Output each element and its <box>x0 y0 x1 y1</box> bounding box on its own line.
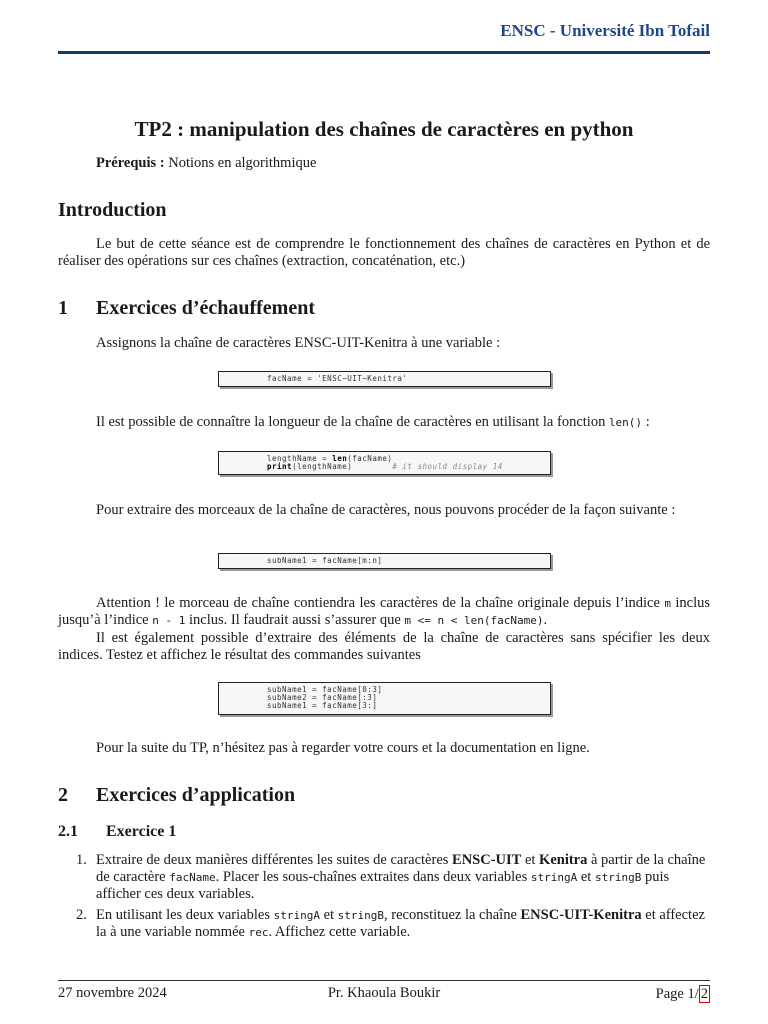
code-keyword: print <box>267 462 293 472</box>
code-line: facName = 'ENSC−UIT−Kenitra' <box>267 374 408 383</box>
paragraph-assign: Assignons la chaîne de caractères ENSC-UIT-Kenitra à une variable : <box>96 335 501 351</box>
intro-heading: Introduction <box>58 199 167 221</box>
list-number: 2. <box>76 907 87 923</box>
footer-date: 27 novembre 2024 <box>58 985 167 1001</box>
inline-code-m: m <box>664 597 671 610</box>
code-block-assign <box>218 371 551 387</box>
prereq-label: Prérequis : <box>96 155 165 171</box>
inline-code: stringB <box>594 871 642 884</box>
code-line: subName1 = facName[3:] <box>267 701 378 711</box>
inline-code: rec <box>248 926 269 939</box>
inline-code: stringA <box>530 871 578 884</box>
section-1-heading <box>58 297 315 320</box>
paragraph-extract: Pour extraire des morceaux de la chaîne de caractères, nous pouvons procéder de la façon suivante : <box>96 502 676 518</box>
code-block-slice <box>218 553 551 569</box>
paragraph-len <box>96 414 710 431</box>
inline-code: facName <box>169 871 216 884</box>
section-2-number: 2 <box>58 784 68 806</box>
header-title: ENSC - Université Ibn Tofail <box>500 21 710 40</box>
section-1-number: 1 <box>58 297 68 319</box>
page-label: Page 1/ <box>655 986 699 1002</box>
list-item <box>72 907 710 941</box>
item-text: et <box>580 869 592 885</box>
code-line: subName1 = facName[m:n] <box>267 556 383 565</box>
code-line <box>267 463 550 471</box>
intro-paragraph: Le but de cette séance est de comprendre le fonctionnement des chaînes de caractères en Python et de réaliser des opérations sur ces chaînes (extraction, concaténation, etc.) <box>58 236 710 269</box>
code-keyword: len <box>332 454 348 463</box>
inline-code: stringA <box>273 909 320 922</box>
item-text: et <box>524 852 536 868</box>
item-text: Extraire de deux manières différentes les suites de caractères <box>96 852 449 868</box>
item-text: . Placer les sous-chaînes extraites dans deux variables <box>215 869 528 885</box>
item-text: En utilisant les deux variables <box>96 907 270 923</box>
attention-text: Attention ! le morceau de chaîne contiendra les caractères de la chaîne originale depuis l’indice <box>96 595 660 611</box>
item-text: , reconstituez la chaîne <box>384 907 517 923</box>
list-item <box>72 852 710 903</box>
footer-author: Pr. Khaoula Boukir <box>327 985 441 1001</box>
section-1-title: Exercices d’échauffement <box>96 297 316 319</box>
code-text: (lengthName) <box>292 462 353 472</box>
paragraph-attention <box>58 595 710 629</box>
item-bold: Kenitra <box>539 852 588 868</box>
paragraph-len-text: Il est possible de connaître la longueur de la chaîne de caractères en utilisant la fonction <box>96 414 606 430</box>
code-line: subName1 = facName[0:3] <box>267 685 383 694</box>
item-text: . Affichez cette variable. <box>268 924 411 940</box>
code-text: (facName) <box>347 454 393 463</box>
subsection-number: 2.1 <box>58 823 78 840</box>
inline-code: stringB <box>337 909 385 922</box>
document-title: TP2 : manipulation des chaînes de caractères en python <box>134 117 634 141</box>
prerequisites <box>96 155 316 172</box>
exercise-list <box>72 852 710 945</box>
paragraph-followup: Pour la suite du TP, n’hésitez pas à regarder votre cours et la documentation en ligne. <box>96 740 590 756</box>
item-text: et <box>323 907 335 923</box>
code-text: lengthName = <box>267 454 333 463</box>
inline-code-n-minus-1: n - 1 <box>152 614 186 627</box>
code-block-slices <box>218 682 551 715</box>
footer-page <box>656 985 710 1003</box>
code-comment: # it should display 14 <box>392 462 503 472</box>
total-pages-link[interactable]: 2 <box>700 986 708 1002</box>
subsection-title: Exercice 1 <box>106 823 177 840</box>
item-text: puis afficher ces deux variables. <box>96 869 670 902</box>
item-bold: ENSC-UIT <box>452 852 522 868</box>
page-header <box>58 18 710 54</box>
attention-text: inclus jusqu’à l’indice <box>58 595 711 628</box>
paragraph-slices: Il est également possible d’extraire des éléments de la chaîne de caractères sans spécifier les deux indices. Testez et affichez le résultat des commandes suivantes <box>58 630 710 663</box>
inline-code-condition: m <= n < len(facName) <box>404 614 544 627</box>
subsection-heading <box>58 823 176 841</box>
page-footer <box>58 980 710 1004</box>
section-2-title: Exercices d’application <box>96 784 296 806</box>
item-text: à partir de la chaîne de caractère <box>96 852 706 885</box>
section-2-heading <box>58 784 295 807</box>
prereq-text: Notions en algorithmique <box>168 155 317 171</box>
inline-code-len: len() <box>608 416 643 429</box>
attention-text: . <box>543 612 548 628</box>
code-block-len <box>218 451 551 475</box>
paragraph-len-end: : <box>645 414 650 430</box>
attention-text: inclus. Il faudrait aussi s’assurer que <box>188 612 401 628</box>
list-number: 1. <box>76 852 87 868</box>
item-bold: ENSC-UIT-Kenitra <box>520 907 642 923</box>
code-line: subName2 = facName[:3] <box>267 693 378 703</box>
item-text: et affectez la à une variable nommée <box>96 907 705 940</box>
